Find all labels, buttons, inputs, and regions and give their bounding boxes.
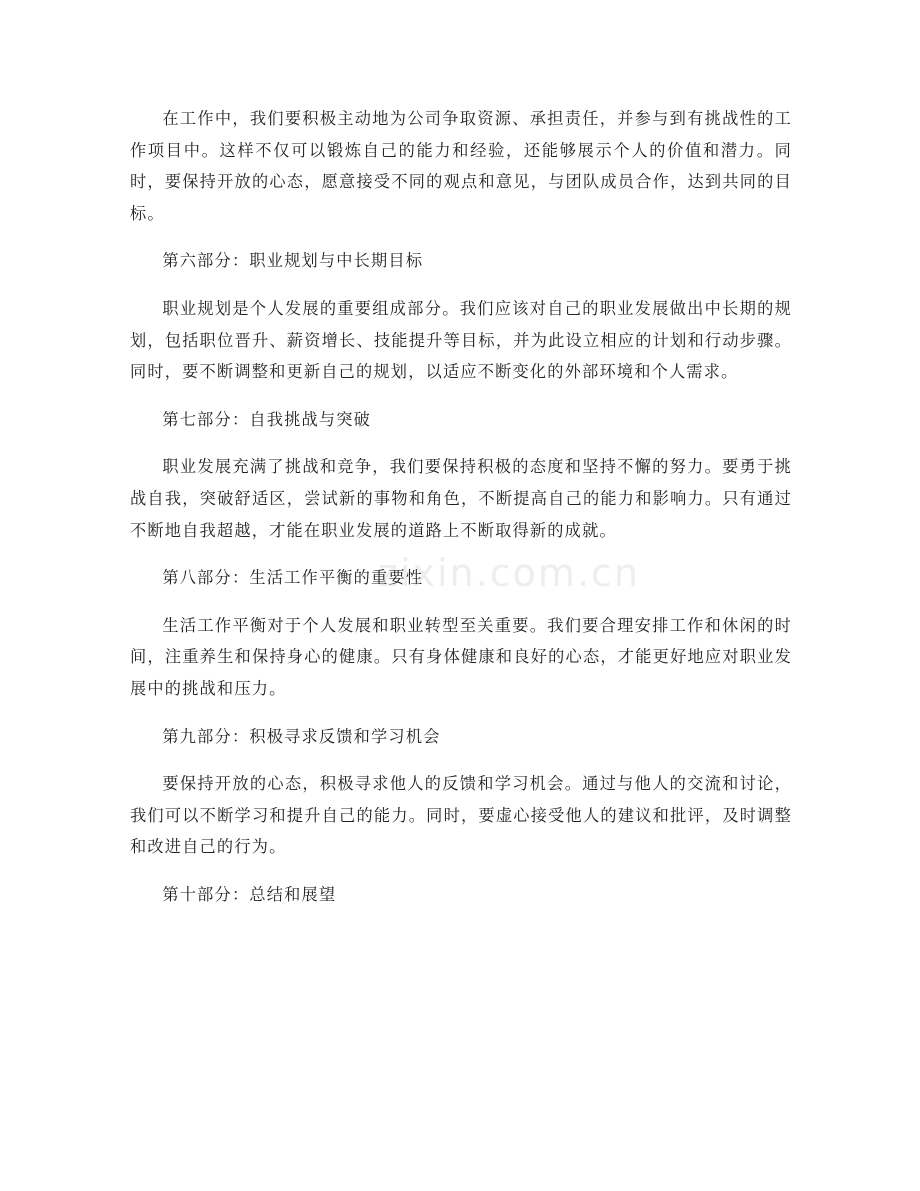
watermark: zixin.com.cn [378, 551, 640, 595]
body-paragraph: 职业规划是个人发展的重要组成部分。我们应该对自己的职业发展做出中长期的规划，包括职位晋升、薪资增长、技能提升等目标，并为此设立相应的计划和行动步骤。同时，要不断调整和更新自己的规划，以适应不断变化的外部环境和个人需求。 [130, 298, 792, 382]
document-body [130, 103, 792, 910]
section-heading: 第六部分：职业规划与中长期目标 [162, 251, 424, 271]
section-heading: 第八部分：生活工作平衡的重要性 [162, 568, 424, 588]
body-paragraph: 职业发展充满了挑战和竞争，我们要保持积极的态度和坚持不懈的努力。要勇于挑战自我，突破舒适区，尝试新的事物和角色，不断提高自己的能力和影响力。只有通过不断地自我超越，才能在职业发展的道路上不断取得新的成就。 [130, 457, 792, 540]
section-heading: 第十部分：总结和展望 [162, 884, 337, 904]
body-paragraph: 在工作中，我们要积极主动地为公司争取资源、承担责任，并参与到有挑战性的工作项目中。这样不仅可以锻炼自己的能力和经验，还能够展示个人的价值和潜力。同时，要保持开放的心态，愿意接受不同的观点和意见，与团队成员合作，达到共同的目标。 [130, 109, 792, 223]
body-paragraph: 要保持开放的心态，积极寻求他人的反馈和学习机会。通过与他人的交流和讨论，我们可以不断学习和提升自己的能力。同时，要虚心接受他人的建议和批评，及时调整和改进自己的行为。 [130, 774, 792, 857]
section-heading: 第七部分：自我挑战与突破 [162, 409, 372, 429]
section-heading: 第九部分：积极寻求反馈和学习机会 [162, 726, 441, 746]
body-paragraph: 生活工作平衡对于个人发展和职业转型至关重要。我们要合理安排工作和休闲的时间，注重养生和保持身心的健康。只有身体健康和良好的心态，才能更好地应对职业发展中的挑战和压力。 [130, 615, 792, 698]
